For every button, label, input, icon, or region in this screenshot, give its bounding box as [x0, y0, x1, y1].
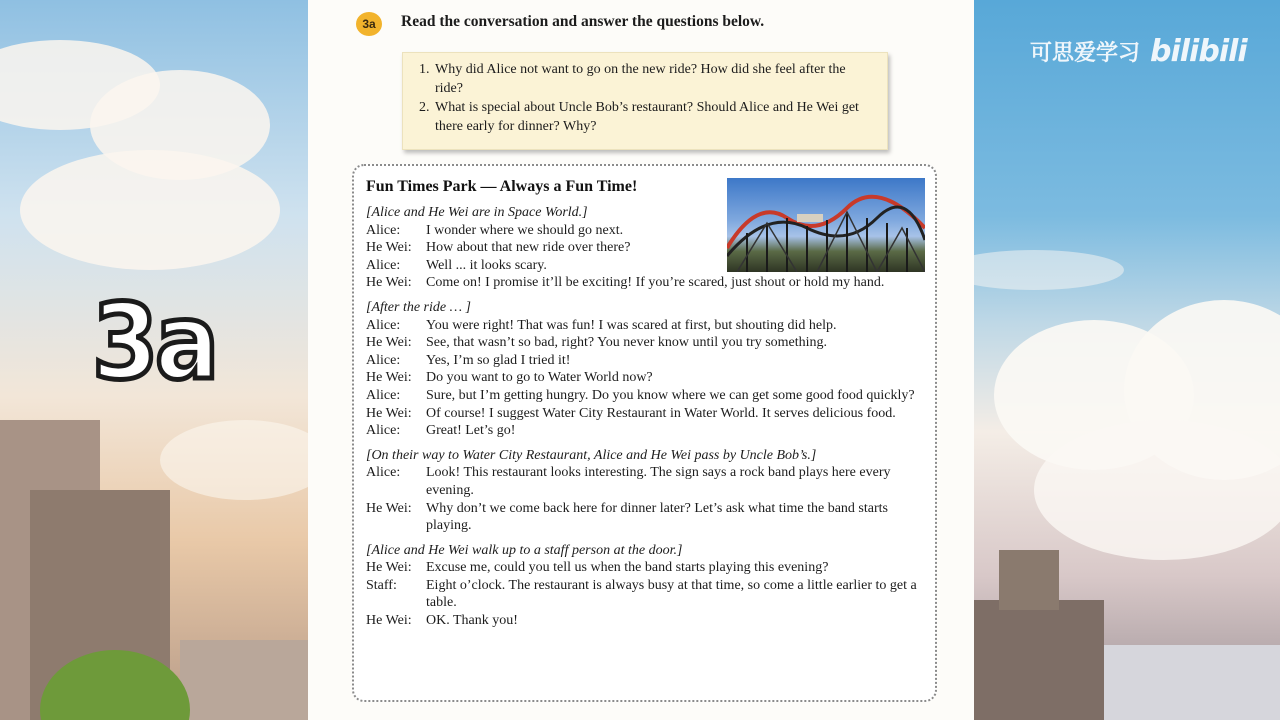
dialog-text: Sure, but I’m getting hungry. Do you know where we can get some good food quickly?: [426, 387, 915, 403]
dialog-text: I wonder where we should go next.: [426, 222, 624, 238]
building: [1104, 645, 1280, 720]
speaker-name: Staff:: [366, 577, 397, 593]
building: [974, 600, 1104, 720]
dialog-line: [366, 612, 922, 630]
cloud: [974, 250, 1124, 290]
dialog-line: [366, 405, 922, 423]
dialog-text: Great! Let’s go!: [426, 423, 516, 439]
dialog-line: [366, 559, 922, 577]
stage-direction: [Alice and He Wei walk up to a staff person at the door.]: [366, 542, 683, 558]
watermark-channel-name: 可思爱学习: [1030, 41, 1141, 66]
dialog-line: [366, 422, 922, 440]
conversation-title: Fun Times Park — Always a Fun Time!: [366, 178, 638, 195]
speaker-name: He Wei:: [366, 240, 412, 256]
textbook-page: [308, 0, 974, 720]
dialog-line: [366, 352, 922, 370]
conversation-content: [366, 204, 922, 630]
question-item: 2. What is special about Uncle Bob’s restaurant? Should Alice and He Wei get there early for dinner? Why?: [433, 99, 873, 136]
dialog-line: [366, 387, 922, 405]
speaker-name: Alice:: [366, 257, 401, 273]
dialog-text: Of course! I suggest Water City Restaurant in Water World. It serves delicious food.: [426, 405, 896, 421]
dialog-text: Yes, I’m so glad I tried it!: [426, 352, 571, 368]
dialog-text: See, that wasn’t so bad, right? You never know until you try something.: [426, 335, 828, 351]
speaker-name: He Wei:: [366, 275, 412, 291]
dialog-line: [366, 500, 922, 535]
stage-direction: [After the ride … ]: [366, 299, 471, 315]
video-watermark: [1030, 34, 1247, 69]
dialog-line: [366, 369, 922, 387]
dialog-line: [366, 334, 922, 352]
bilibili-logo: bilibili: [1150, 34, 1247, 69]
dialog-text: Why don’t we come back here for dinner later? Let’s ask what time the band starts playing.: [426, 500, 888, 534]
cloud: [20, 150, 280, 270]
speaker-name: He Wei:: [366, 613, 412, 629]
question-item: 1. Why did Alice not want to go on the new ride? How did she feel after the ride?: [433, 61, 873, 98]
dialog-line: [366, 464, 922, 499]
cloud: [160, 420, 308, 500]
question-list: [403, 53, 887, 136]
dialog-line: [366, 222, 922, 240]
building: [999, 550, 1059, 610]
speaker-name: He Wei:: [366, 370, 412, 386]
speaker-name: He Wei:: [366, 405, 412, 421]
stage-direction: [On their way to Water City Restaurant, Alice and He Wei pass by Uncle Bob’s.]: [366, 447, 817, 463]
dialog-line: [366, 257, 922, 275]
dialog-line: [366, 317, 922, 335]
dialog-text: OK. Thank you!: [426, 613, 518, 629]
dialog-text: Come on! I promise it’ll be exciting! If you’re scared, just shout or hold my hand.: [426, 275, 885, 291]
dialog-text: How about that new ride over there?: [426, 240, 631, 256]
dialog-text: Look! This restaurant looks interesting. The sign says a rock band plays here every evening.: [426, 465, 891, 498]
building: [180, 640, 308, 720]
dialog-line: [366, 577, 922, 612]
conversation-box: [352, 164, 937, 702]
section-label-3a: 3a: [92, 281, 216, 403]
speaker-name: He Wei:: [366, 500, 412, 516]
speaker-name: Alice:: [366, 423, 401, 439]
right-background-scene: [974, 0, 1280, 720]
speaker-name: He Wei:: [366, 560, 412, 576]
speaker-name: Alice:: [366, 387, 401, 403]
speaker-name: Alice:: [366, 465, 401, 481]
dialog-text: You were right! That was fun! I was scared at first, but shouting did help.: [426, 317, 837, 333]
dialog-text: Eight o’clock. The restaurant is always busy at that time, so come a little earlier to get a table.: [426, 577, 917, 611]
speaker-name: He Wei:: [366, 335, 412, 351]
dialog-text: Do you want to go to Water World now?: [426, 370, 653, 386]
cloud: [1034, 420, 1280, 560]
dialog-line: [366, 239, 922, 257]
questions-box: [402, 52, 888, 150]
dialog-text: Well ... it looks scary.: [426, 257, 547, 273]
speaker-name: Alice:: [366, 352, 401, 368]
dialog-line: [366, 274, 922, 292]
speaker-name: Alice:: [366, 317, 401, 333]
dialog-text: Excuse me, could you tell us when the band starts playing this evening?: [426, 560, 829, 576]
step-badge: 3a: [356, 12, 382, 36]
stage-direction: [Alice and He Wei are in Space World.]: [366, 205, 588, 220]
instruction-heading: Read the conversation and answer the questions below.: [401, 13, 765, 30]
speaker-name: Alice:: [366, 222, 401, 238]
